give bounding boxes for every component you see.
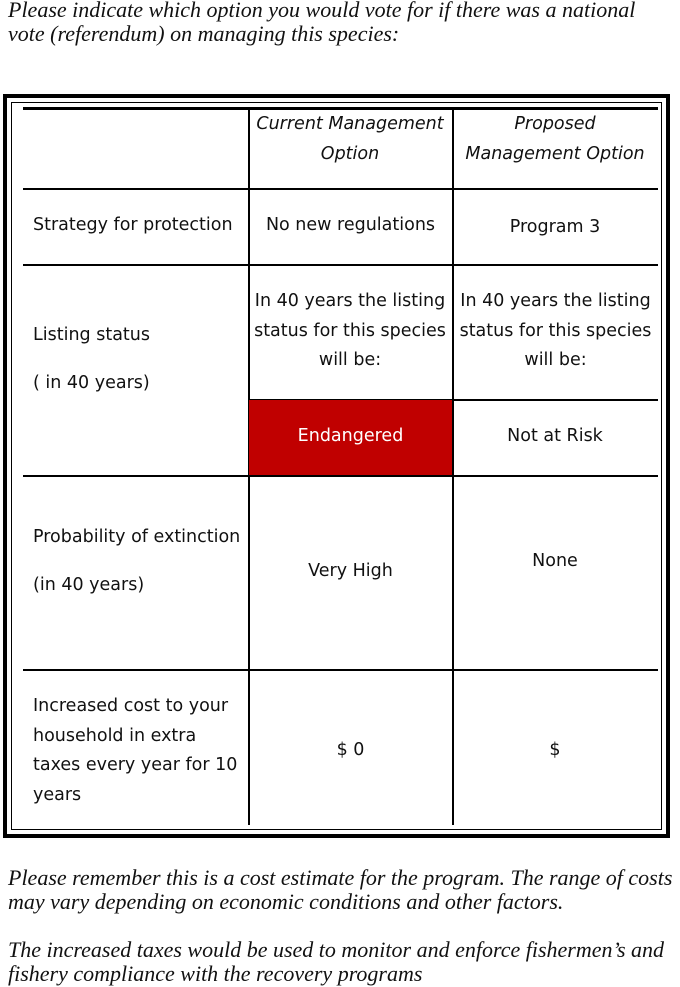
extinction-proposed: None	[532, 551, 578, 571]
cost-estimate-note: Please remember this is a cost estimate for the program. The range of costs may vary depending on economic conditions and other factors.	[8, 865, 673, 914]
cost-current: $ 0	[336, 740, 365, 760]
listing-current-value: Endangered	[297, 426, 404, 446]
strategy-proposed: Program 3	[509, 217, 601, 237]
rule-strategy	[23, 264, 658, 266]
extinction-current: Very High	[308, 561, 393, 581]
listing-current-intro: In 40 years the listing status for this species will be:	[254, 291, 446, 370]
extinction-label: Probability of extinction	[33, 527, 241, 547]
strategy-label: Strategy for protection	[33, 215, 233, 235]
cost-label: Increased cost to your household in extra taxes every year for 10 years	[33, 696, 238, 805]
header-current-option: Current Management Option	[256, 114, 444, 164]
intro-text: Please indicate which option you would vote for if there was a national vote (referendum) on managing this species:	[8, 0, 636, 46]
rule-header	[23, 188, 658, 190]
listing-proposed-intro: In 40 years the listing status for this species will be:	[459, 291, 652, 370]
strategy-current: No new regulations	[265, 215, 436, 235]
listing-proposed-value: Not at Risk	[507, 426, 603, 446]
listing-label: Listing status	[33, 325, 150, 345]
rule-listing	[23, 475, 658, 477]
taxes-usage-note: The increased taxes would be used to monitor and enforce fishermen’s and fishery compliance with the recovery programs	[8, 937, 665, 986]
cost-proposed: $	[549, 740, 561, 760]
listing-sublabel: ( in 40 years)	[33, 373, 150, 393]
rule-extinction	[23, 669, 658, 671]
extinction-sublabel: (in 40 years)	[33, 575, 145, 595]
header-proposed-option: Proposed Management Option	[465, 114, 645, 164]
